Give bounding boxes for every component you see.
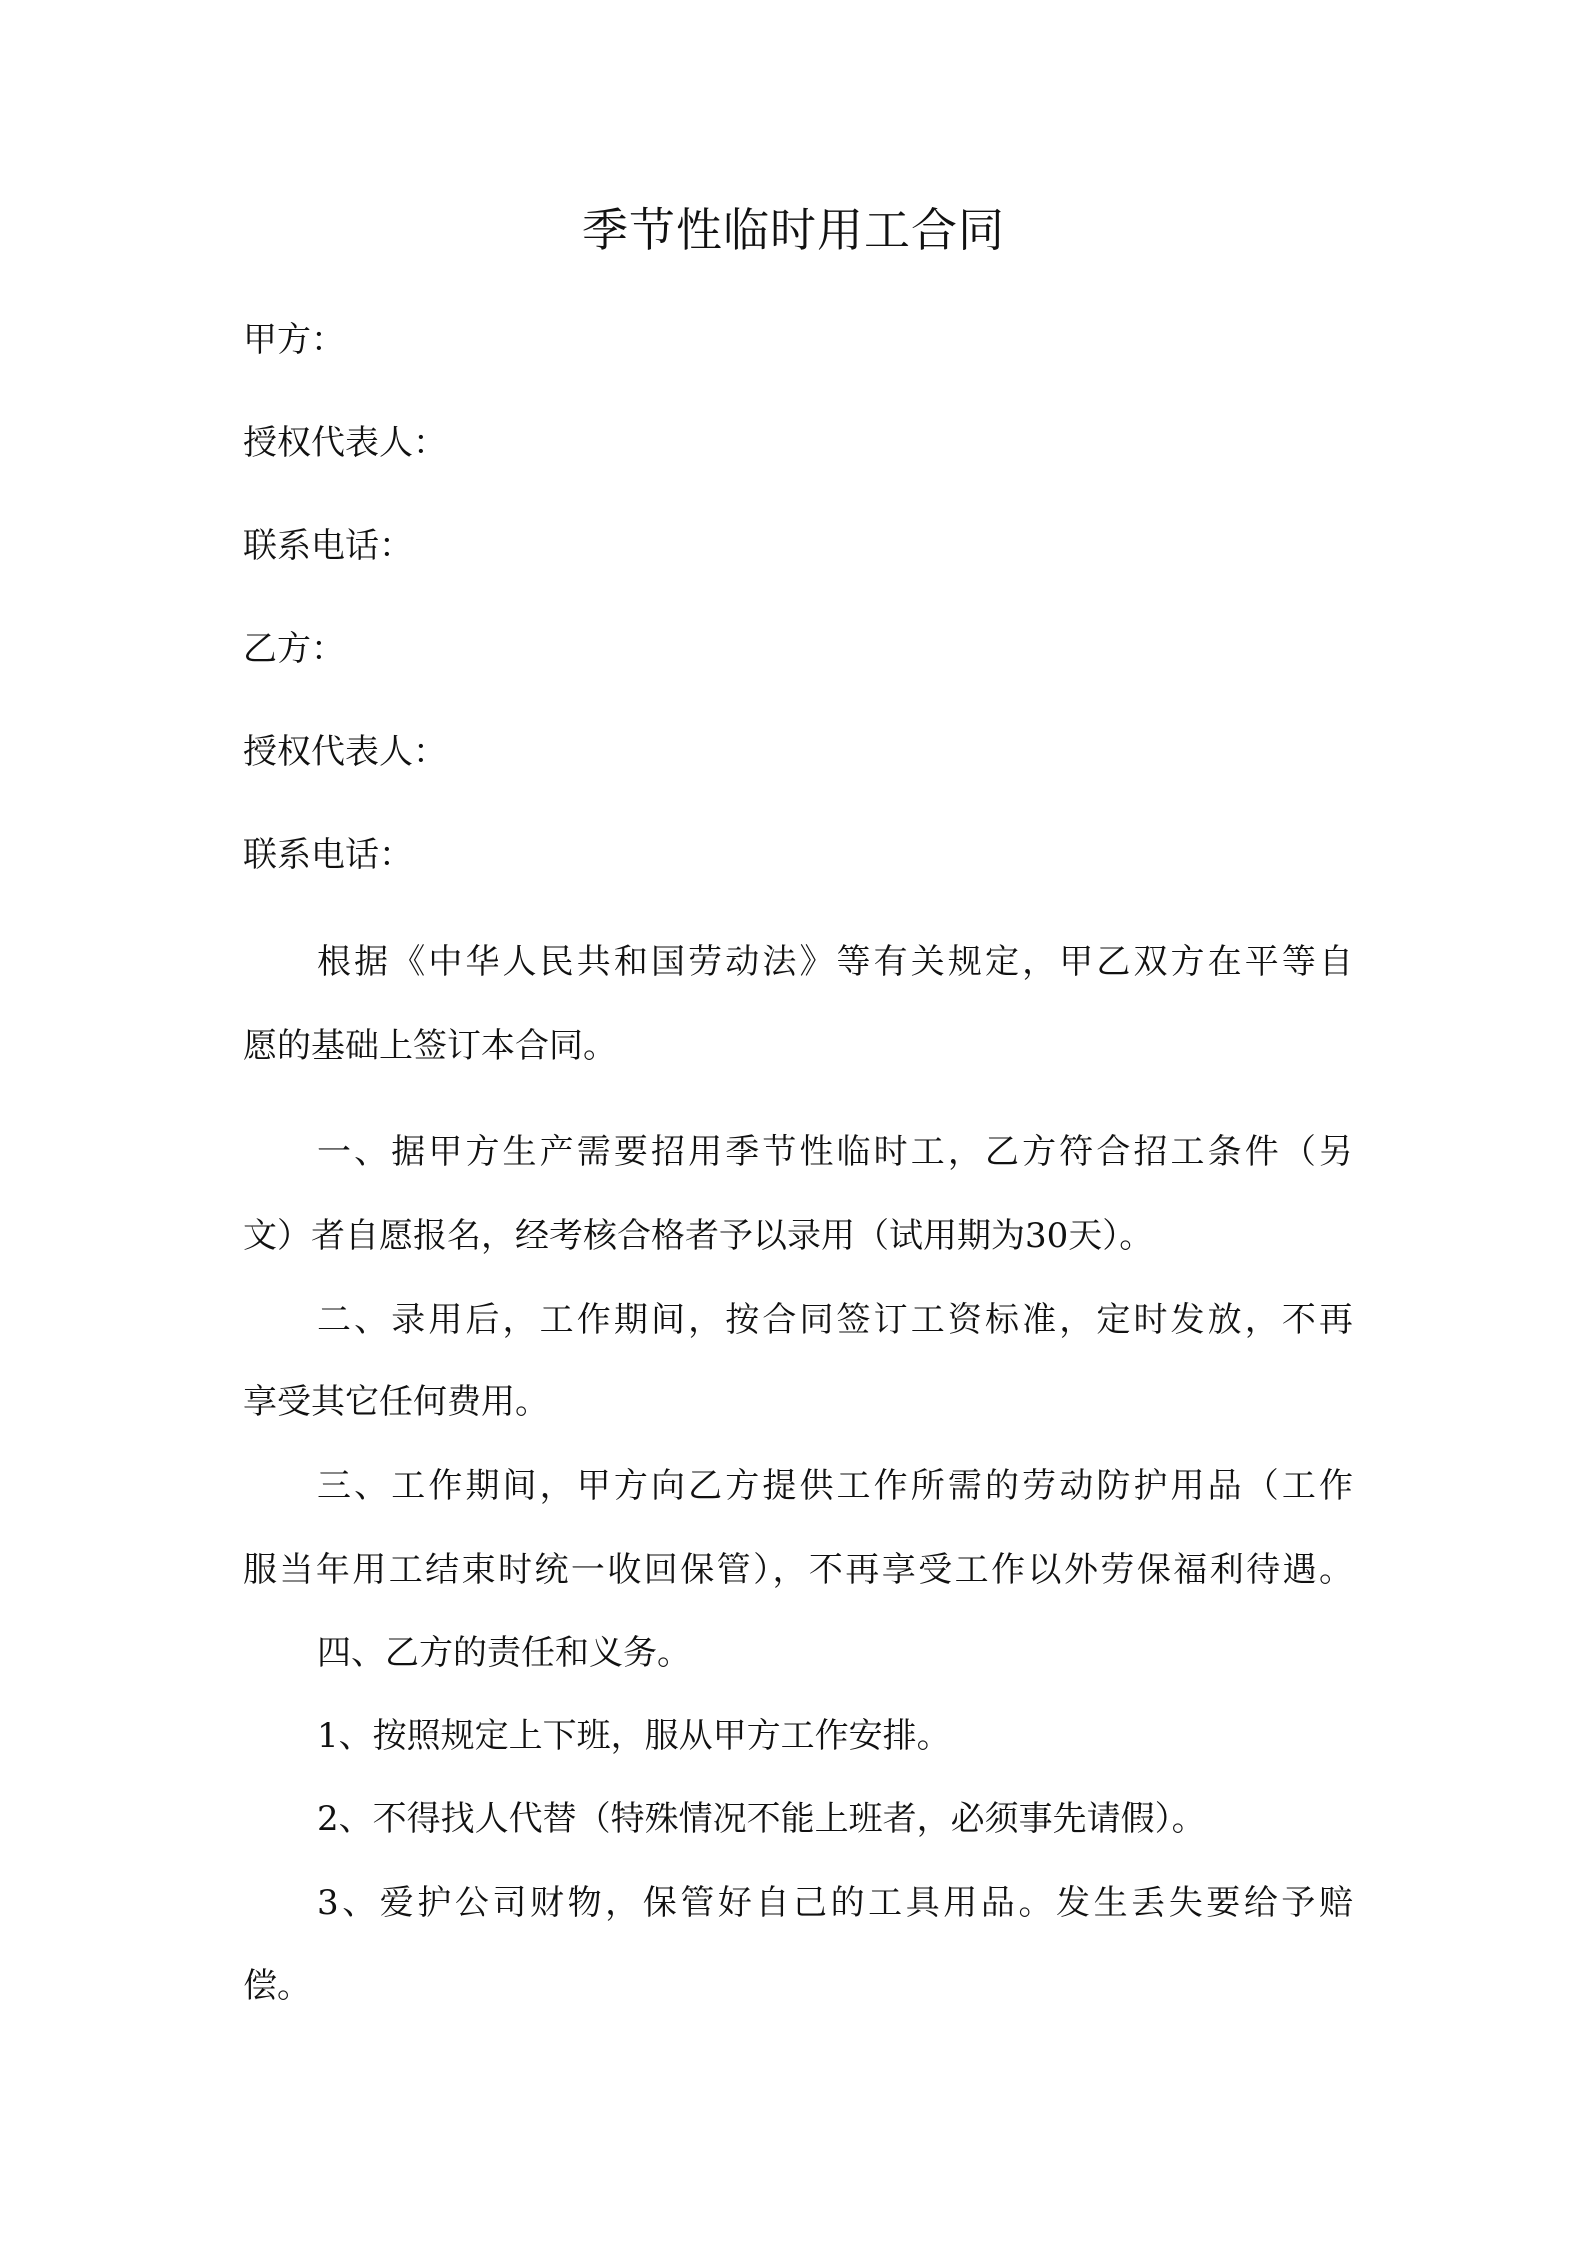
party-a-label: 甲方： <box>243 320 345 360</box>
preamble-line-1: 根据《中华人民共和国劳动法》等有关规定，甲乙双方在平等自 <box>317 942 1353 982</box>
party-b-representative: 授权代表人： <box>243 732 447 772</box>
clause-2-line-1: 二、录用后，工作期间，按合同签订工资标准，定时发放，不再 <box>317 1300 1353 1340</box>
clause-3-line-1: 三、工作期间，甲方向乙方提供工作所需的劳动防护用品（工作 <box>317 1466 1353 1506</box>
clause-4-item-1: 1、按照规定上下班，服从甲方工作安排。 <box>317 1716 951 1756</box>
party-a-representative: 授权代表人： <box>243 423 447 463</box>
clause-3-line-2: 服当年用工结束时统一收回保管），不再享受工作以外劳保福利待遇。 <box>243 1550 1353 1590</box>
party-b-phone: 联系电话： <box>243 835 413 875</box>
clause-1-line-1: 一、据甲方生产需要招用季节性临时工，乙方符合招工条件（另 <box>317 1132 1353 1172</box>
document-title: 季节性临时用工合同 <box>582 203 1005 257</box>
clause-1-line-2: 文）者自愿报名，经考核合格者予以录用（试用期为30天）。 <box>243 1216 1154 1256</box>
clause-4-item-3-line-2: 偿。 <box>243 1966 311 2006</box>
clause-4-heading: 四、乙方的责任和义务。 <box>317 1633 691 1673</box>
party-b-label: 乙方： <box>243 629 345 669</box>
clause-4-item-2: 2、不得找人代替（特殊情况不能上班者，必须事先请假）。 <box>317 1799 1206 1839</box>
preamble-line-2: 愿的基础上签订本合同。 <box>243 1026 617 1066</box>
clause-2-line-2: 享受其它任何费用。 <box>243 1382 549 1422</box>
clause-4-item-3-line-1: 3、爱护公司财物，保管好自己的工具用品。发生丢失要给予赔 <box>317 1883 1353 1923</box>
party-a-phone: 联系电话： <box>243 526 413 566</box>
